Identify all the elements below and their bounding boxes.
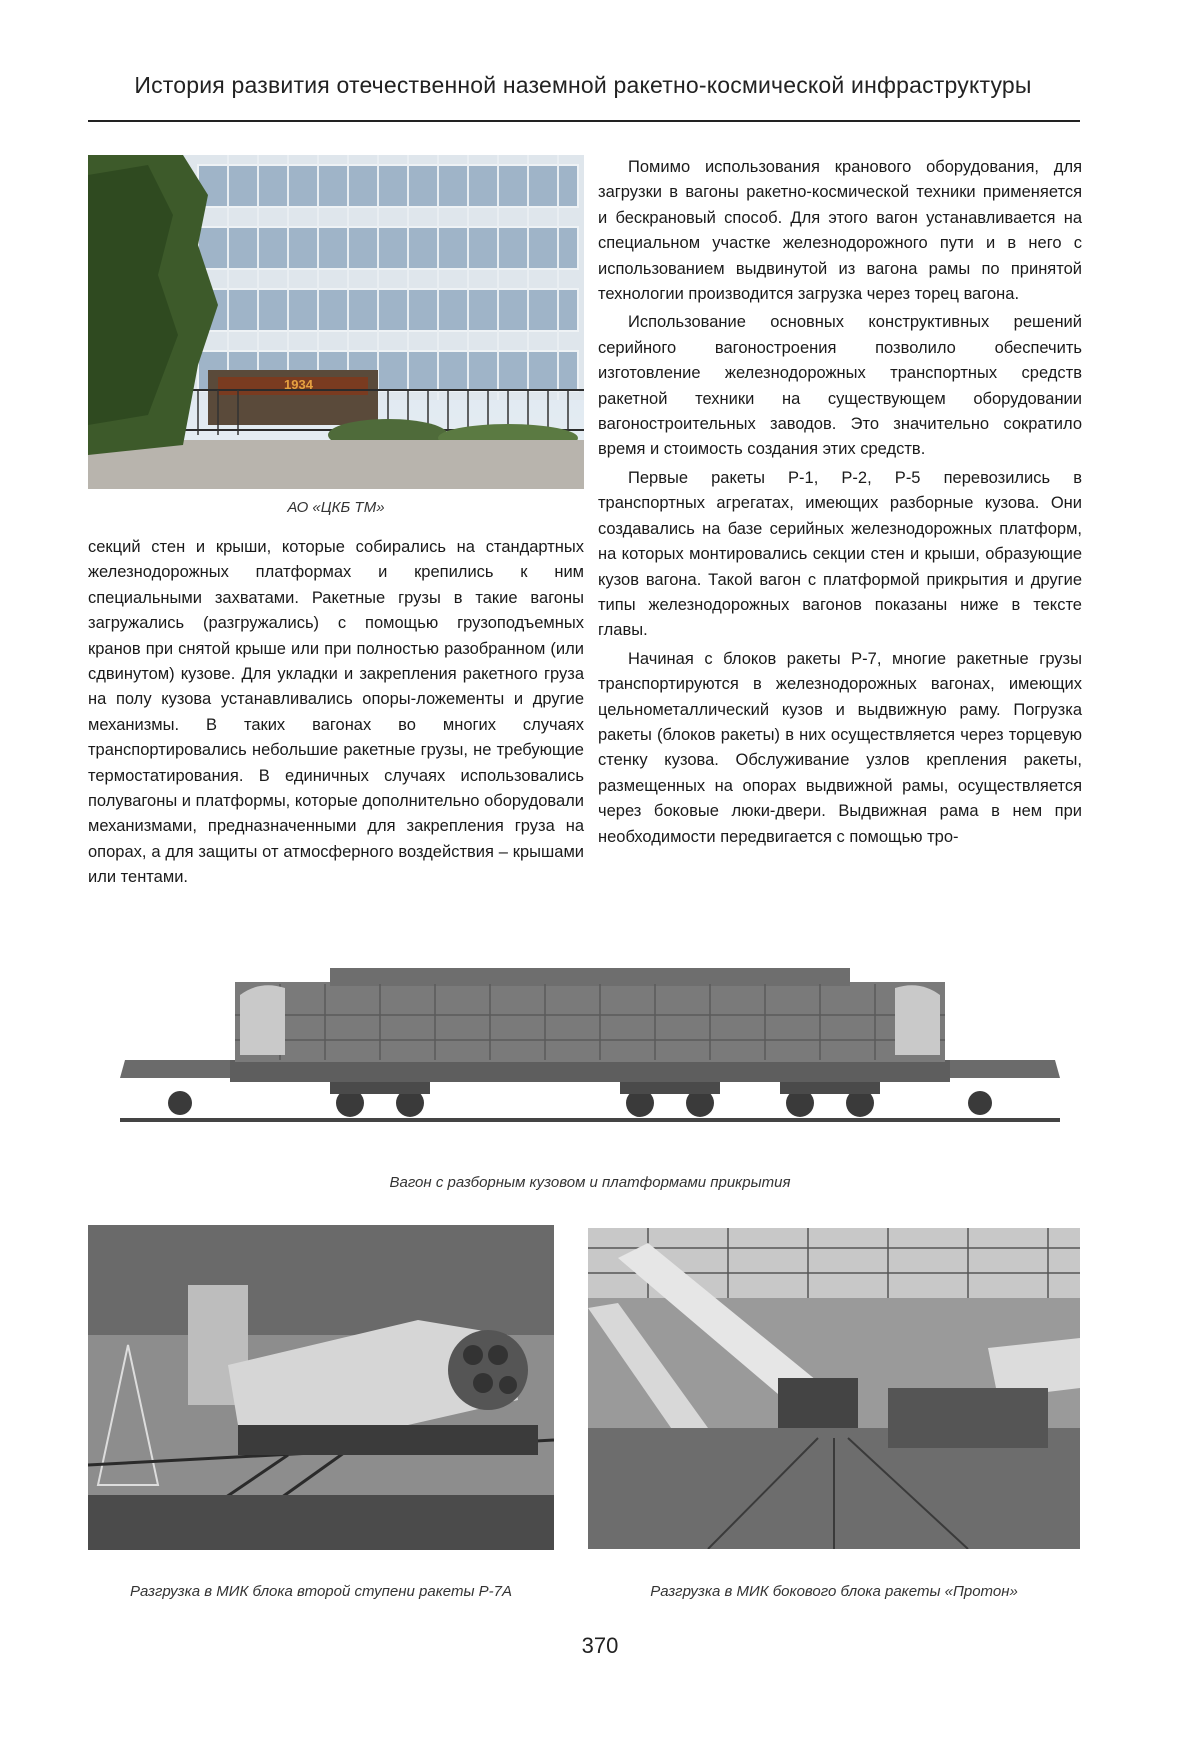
paragraph: Помимо использования кранового оборудования, для загрузки в вагоны ракетно-космической техники применяется и бескрановый способ. Для этого вагон устанавливается на специальном участке железнодорожного пути и в него с использованием выдвинутой из вагона рамы по принятой технологии производится загрузка через торец вагона. bbox=[598, 158, 1082, 304]
paragraph: Начиная с блоков ракеты Р-7, многие ракетные грузы транспортируются в железнодорожных вагонах, имеющих цельнометаллический кузов и выдвижную раму. Погрузка ракеты (блоков ракеты) в них осуществляется через торцевую стенку кузова. Обслуживание узлов крепления ракеты, размещенных на опорах выдвижной рамы, осуществляется через боковые люки-двери. Выдвижная рама в нем при необходимости передвигается с помощью тро- bbox=[598, 649, 1082, 846]
right-column bbox=[598, 155, 1082, 850]
left-column bbox=[88, 535, 584, 891]
building-photo-caption: АО «ЦКБ ТМ» bbox=[287, 499, 385, 516]
unload-r7a-photo bbox=[88, 1225, 554, 1550]
paragraph: Первые ракеты Р-1, Р-2, Р-5 перевозились в транспортных агрегатах, имеющих разборные кузова. Они создавались на базе серийных железнодорожных платформ, на которых монтировались секции стен и крыши, образующие кузов вагона. Такой вагон с платформой прикрытия и другие типы железнодорожных вагонов показаны ниже в тексте главы. bbox=[598, 468, 1082, 640]
paragraph: Использование основных конструктивных решений серийного вагоностроения позволило обеспечить изготовление железнодорожных транспортных средств ракетной техники на существующем оборудовании вагоностроительных заводов. Это значительно сократило время и стоимость создания этих средств. bbox=[598, 313, 1082, 459]
header-rule bbox=[88, 120, 1080, 122]
page-number: 370 bbox=[581, 1633, 619, 1658]
building-photo bbox=[88, 155, 584, 489]
running-header: История развития отечественной наземной ракетно-космической инфраструктуры bbox=[134, 72, 1032, 98]
unload-proton-photo bbox=[588, 1228, 1080, 1549]
wagon-illustration bbox=[120, 960, 1060, 1140]
wagon-caption: Вагон с разборным кузовом и платформами прикрытия bbox=[389, 1174, 791, 1191]
building-sign: 1934 bbox=[284, 377, 313, 392]
paragraph: секций стен и крыши, которые собирались на стандартных железнодорожных платформах и крепились к ним специальными захватами. Ракетные грузы в такие вагоны загружались (разгружались) с помощью грузоподъемных кранов при снятой крыше или при полностью разобранном (или сдвинутом) кузове. Для укладки и закрепления ракетного груза на полу кузова устанавливались опоры-ложементы и другие механизмы. В таких вагонах во многих случаях транспортировались небольшие ракетные грузы, не требующие термостатирования. В единичных случаях использовались полувагоны и платформы, которые дополнительно оборудовали механизмами, предназначенными для закрепления груза на опорах, а для защиты от атмосферного воздействия – крышами или тентами. bbox=[88, 538, 584, 887]
unload-proton-caption: Разгрузка в МИК бокового блока ракеты «Протон» bbox=[650, 1583, 1018, 1600]
unload-r7a-caption: Разгрузка в МИК блока второй ступени ракеты Р-7А bbox=[129, 1583, 513, 1600]
